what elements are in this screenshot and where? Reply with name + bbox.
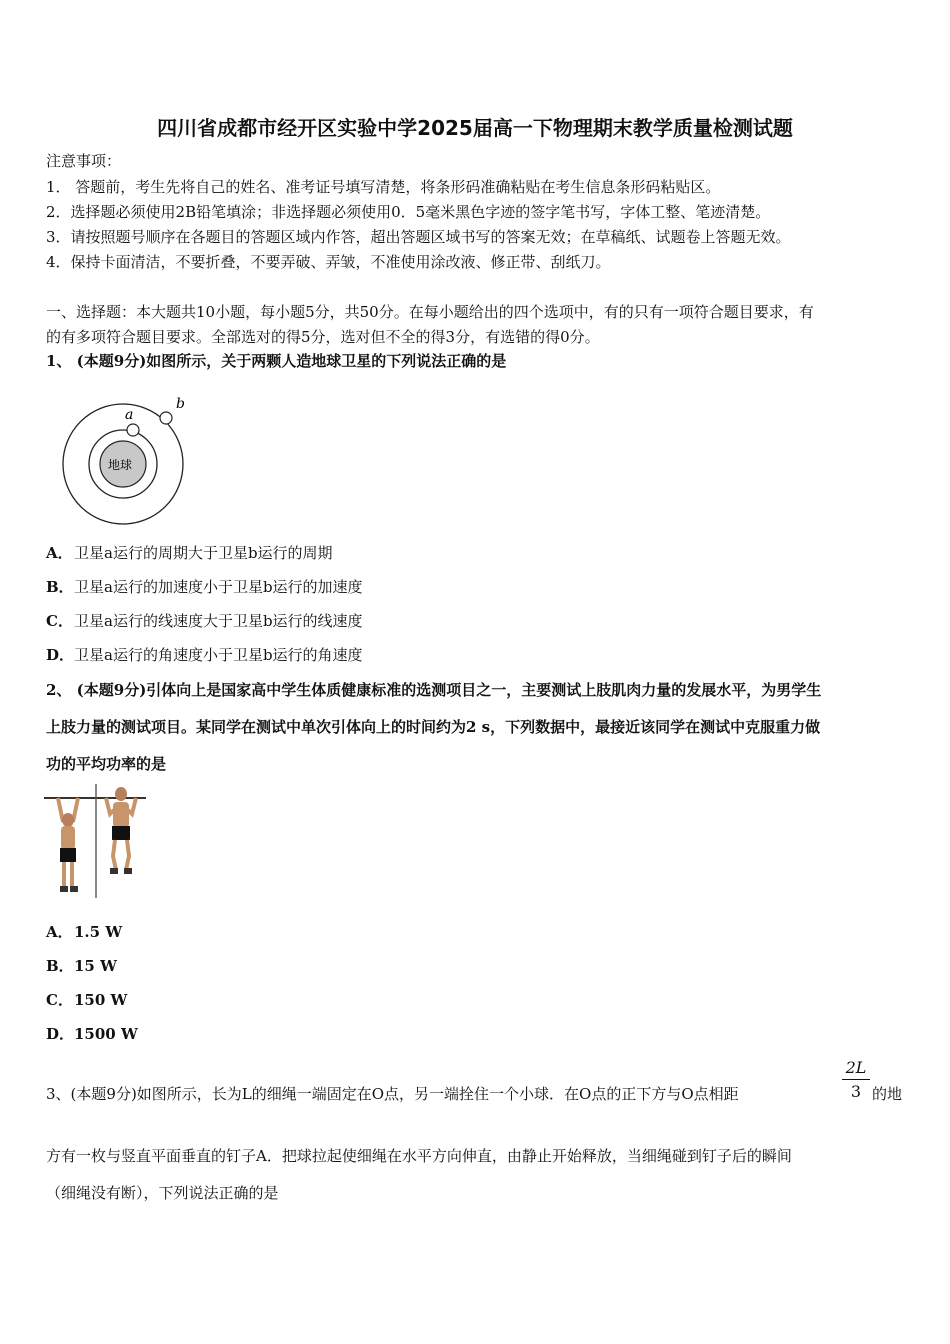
option-d: D．卫星a运行的角速度小于卫星b运行的角速度 [46,646,363,664]
fraction-denominator: 3 [850,1082,862,1101]
notice-item: 3．请按照题号顺序在各题目的答题区域内作答，超出答题区域书写的答案无效；在草稿纸、试题卷上答题无效。 [46,228,791,246]
page-title: 四川省成都市经开区实验中学2025届高一下物理期末教学质量检测试题 [157,116,793,140]
person-pulled-up-icon [106,787,136,874]
notice-item: 2．选择题必须使用2B铅笔填涂；非选择题必须使用0．5毫米黑色字迹的签字笔书写，字体工整、笔迹清楚。 [46,203,771,221]
option-b: B．15 W [46,957,117,975]
section-intro: 一、选择题：本大题共10小题，每小题5分，共50分。在每小题给出的四个选项中，有的只有一项符合题目要求，有 [46,303,814,321]
notice-item: 4．保持卡面清洁，不要折叠，不要弄破、弄皱，不准使用涂改液、修正带、刮纸刀。 [46,253,611,271]
option-c: C．150 W [46,991,128,1009]
question-3-stem: 3、(本题9分)如图所示，长为L的细绳一端固定在O点，另一端拴住一个小球．在O点的正下方与O点相距 [46,1085,739,1103]
notice-item: 1． 答题前，考生先将自己的姓名、准考证号填写清楚，将条形码准确粘贴在考生信息条形码粘贴区。 [46,178,721,196]
question-1-stem: 1、 (本题9分)如图所示，关于两颗人造地球卫星的下列说法正确的是 [46,352,507,370]
section-intro: 的有多项符合题目要求。全部选对的得5分，选对但不全的得3分，有选错的得0分。 [46,328,600,346]
notice-heading: 注意事项： [46,152,122,170]
satellite-a-label: a [125,407,134,423]
option-d: D．1500 W [46,1025,138,1043]
question-3-stem: （细绳没有断），下列说法正确的是 [46,1184,279,1202]
person-hanging-icon [58,798,78,892]
question-3-stem: 方有一枚与竖直平面垂直的钉子A．把球拉起使细绳在水平方向伸直，由静止开始释放，当细绳碰到钉子后的瞬间 [46,1147,792,1165]
earth-label: 地球 [108,458,133,472]
option-c: C．卫星a运行的线速度大于卫星b运行的线速度 [46,612,363,630]
satellite-b-label: b [176,396,185,412]
question-3-stem-end: 的地 [872,1085,903,1103]
satellite-orbit-figure [55,388,205,528]
pull-up-figure [44,784,148,902]
question-2-stem: 功的平均功率的是 [46,755,167,773]
question-2-stem: 上肢力量的测试项目。某同学在测试中单次引体向上的时间约为2 s，下列数据中，最接近该同学在测试中克服重力做 [46,718,821,736]
option-b: B．卫星a运行的加速度小于卫星b运行的加速度 [46,578,363,596]
satellite-a-icon [127,424,139,436]
fraction-numerator: 2L [842,1058,870,1080]
option-a: A．1.5 W [46,923,123,941]
option-a: A．卫星a运行的周期大于卫星b运行的周期 [46,544,333,562]
satellite-b-icon [160,412,172,424]
fraction-2l-over-3 [842,1058,870,1101]
question-2-stem: 2、 (本题9分)引体向上是国家高中学生体质健康标准的选测项目之一，主要测试上肢肌肉力量的发展水平，为男学生 [46,681,822,699]
